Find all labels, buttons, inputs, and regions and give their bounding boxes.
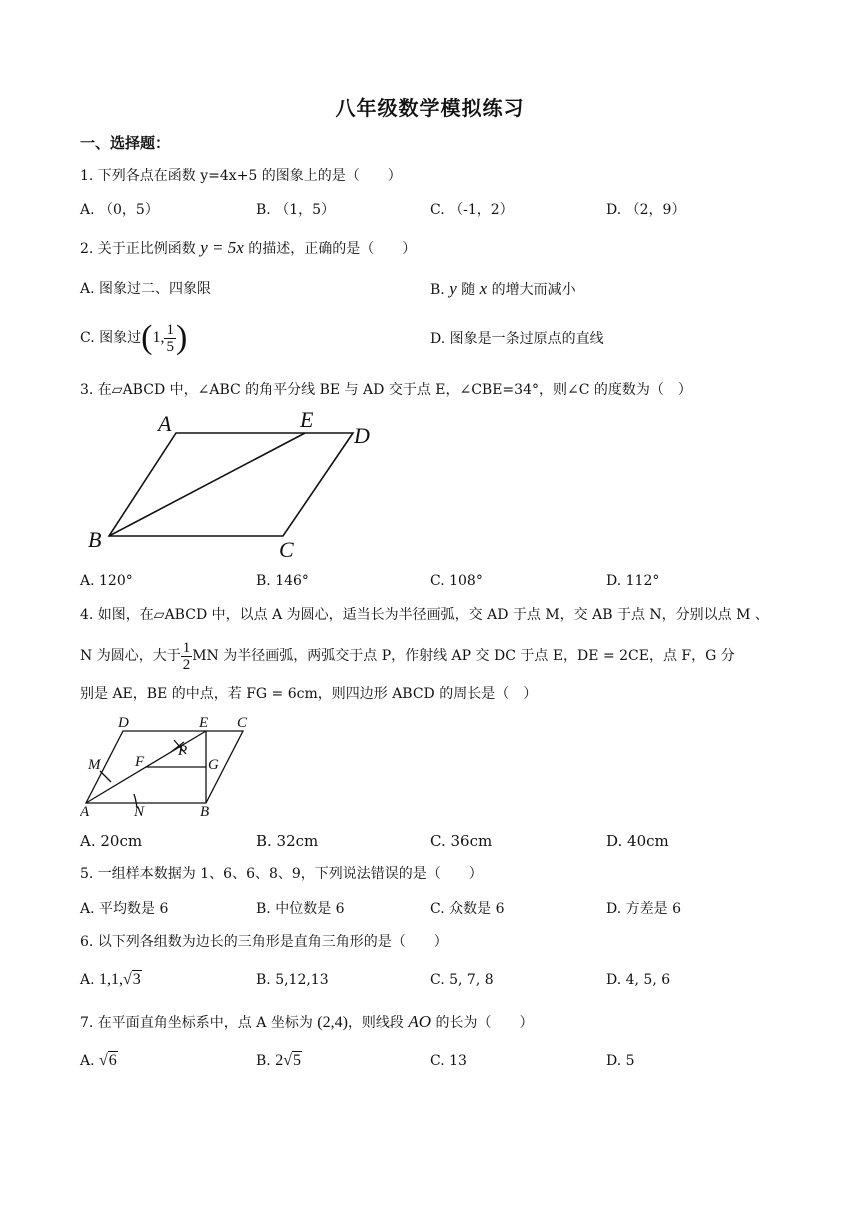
q6-option-a: A. 1,1,√3	[80, 971, 141, 988]
q4-line3: 别是 AE，BE 的中点，若 FG = 6cm，则四边形 ABCD 的周长是（ ）	[80, 686, 538, 702]
q4-line2: N 为圆心，大于 $\frac{1}{2}$ MN 为半径画弧，两弧交于点 P，作射线 AP 交 DC 于点 E，DE = 2CE，点 F，G 分	[80, 639, 735, 673]
q1-stem: 1. 下列各点在函数 y=4x+5 的图象上的是（ ）	[80, 168, 402, 184]
q4-label-m: M	[88, 757, 101, 773]
q3-label-d: D	[354, 423, 370, 448]
q3-label-b: B	[88, 527, 102, 552]
q7-option-b: B. 2√5	[256, 1052, 301, 1069]
q1-option-c: C. （-1，2）	[430, 202, 514, 218]
q4-label-a: A	[80, 804, 90, 820]
q5-option-c: C. 众数是 6	[430, 901, 505, 917]
q1-option-d: D. （2，9）	[606, 202, 686, 218]
q3-option-d: D. 112°	[606, 573, 660, 589]
q3-stem: 3. 在▱ABCD 中，∠ABC 的角平分线 BE 与 AD 交于点 E，∠CBE=34°，则∠C 的度数为（ ）	[80, 382, 692, 398]
q2-option-b: B. y 随 x 的增大而减小	[430, 279, 576, 298]
q4-line1: 4. 如图，在▱ABCD 中，以点 A 为圆心，适当长为半径画弧，交 AD 于点 M，交 AB 于点 N，分别以点 M 、	[80, 607, 769, 623]
q4-label-n: N	[134, 804, 145, 820]
q4-label-g: G	[208, 757, 219, 773]
q3-label-e: E	[300, 407, 314, 432]
q7-stem: 7. 在平面直角坐标系中，点 A 坐标为 (2,4)，则线段 AO 的长为（ ）	[80, 1012, 534, 1031]
q4-label-p: P	[178, 743, 188, 759]
q2-option-a: A. 图象过二、四象限	[80, 281, 212, 297]
q5-option-b: B. 中位数是 6	[256, 901, 345, 917]
q3-option-b: B. 146°	[256, 573, 309, 589]
q3-option-a: A. 120°	[80, 573, 133, 589]
q2-fraction: $\frac{1}{5}$	[166, 321, 174, 355]
q3-label-c: C	[279, 537, 294, 562]
q4-option-d: D. 40cm	[606, 832, 669, 850]
q3-option-c: C. 108°	[430, 573, 483, 589]
section-heading: 一、选择题：	[80, 134, 171, 152]
q4-option-b: B. 32cm	[256, 832, 319, 850]
q4-arc-m	[100, 771, 111, 782]
q1-option-b: B. （1，5）	[256, 202, 336, 218]
q4-label-c: C	[237, 715, 248, 731]
q4-option-c: C. 36cm	[430, 832, 493, 850]
q4-label-f: F	[135, 754, 145, 770]
q2-option-c: C. 图象过(1, $\frac{1}{5}$ )	[80, 319, 188, 356]
q2-function: y = 5x	[200, 238, 244, 257]
q7-option-a: A. √6	[80, 1052, 117, 1069]
q2-option-d: D. 图象是一条过原点的直线	[430, 331, 604, 347]
q1-option-a: A. （0，5）	[80, 202, 159, 218]
q4-option-a: A. 20cm	[80, 832, 143, 850]
q7-option-c: C. 13	[430, 1053, 467, 1069]
q3-parallelogram-figure	[80, 405, 380, 565]
q4-label-e: E	[199, 715, 209, 731]
q6-option-b: B. 5,12,13	[256, 972, 329, 988]
q5-option-d: D. 方差是 6	[606, 901, 681, 917]
q2-stem: 2. 关于正比例函数 y = 5x 的描述，正确的是（ ）	[80, 238, 417, 257]
q3-bisector-be	[109, 433, 305, 536]
q3-label-a: A	[158, 411, 172, 436]
q4-construction-figure	[80, 712, 280, 820]
page-title: 八年级数学模拟练习	[335, 96, 525, 120]
q4-label-b: B	[200, 804, 210, 820]
q4-fraction-half: $\frac{1}{2}$	[182, 639, 191, 673]
q3-parallelogram	[109, 433, 353, 536]
q5-option-a: A. 平均数是 6	[80, 901, 169, 917]
q6-stem: 6. 以下列各组数为边长的三角形是直角三角形的是（ ）	[80, 934, 448, 950]
q5-stem: 5. 一组样本数据为 1、6、6、8、9，下列说法错误的是（ ）	[80, 866, 483, 882]
q7-option-d: D. 5	[606, 1053, 635, 1069]
q6-option-d: D. 4, 5, 6	[606, 972, 671, 988]
q6-option-c: C. 5, 7, 8	[430, 972, 494, 988]
q4-label-d: D	[118, 715, 129, 731]
